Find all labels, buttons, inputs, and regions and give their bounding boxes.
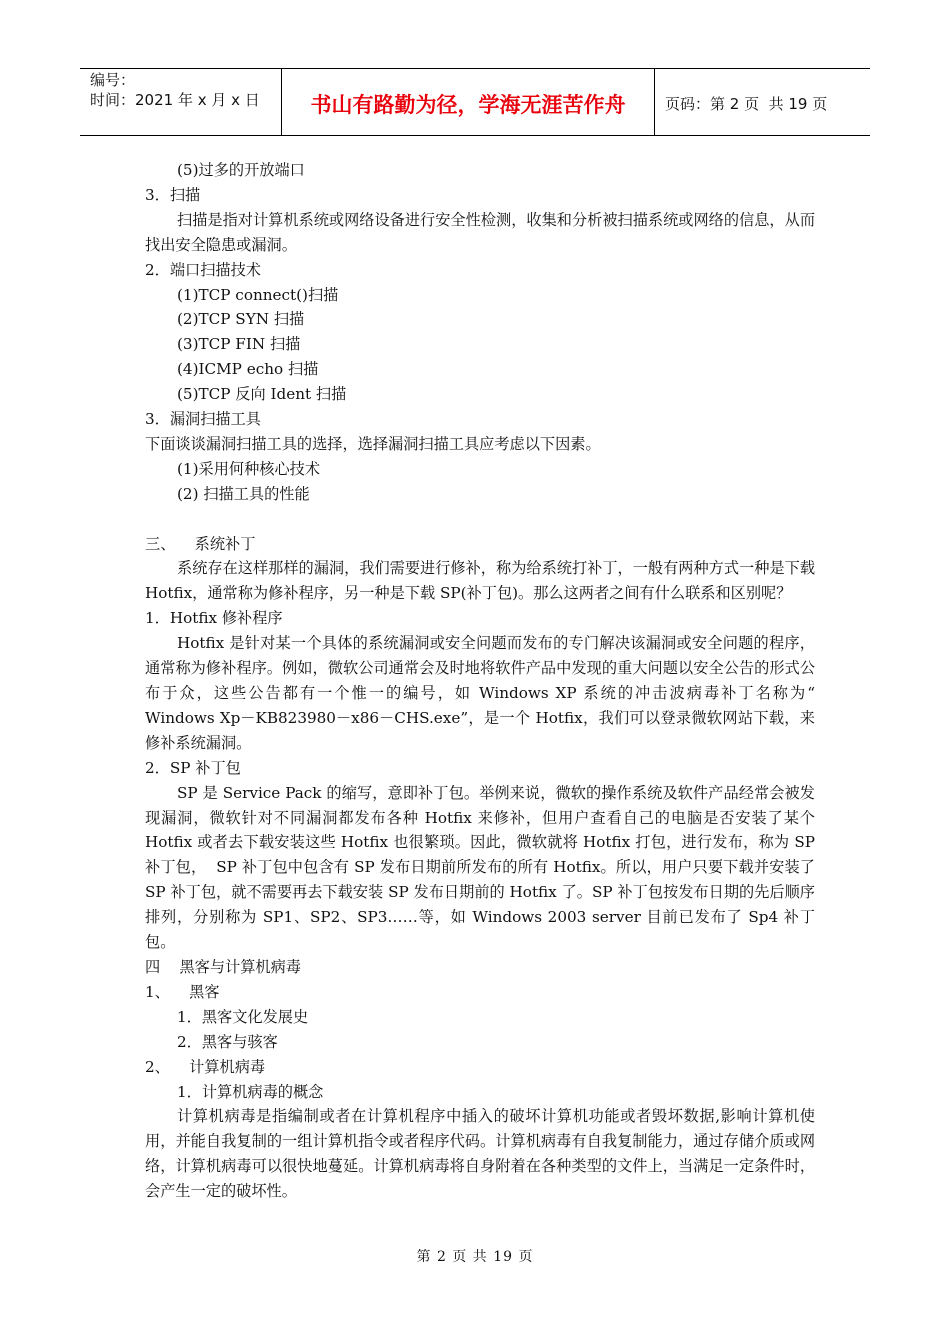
section-heading: 2．端口扫描技术 xyxy=(145,260,261,279)
list-item: (5)过多的开放端口 xyxy=(177,161,305,179)
section-heading: 1．Hotfix 修补程序 xyxy=(145,609,283,628)
blank-line xyxy=(145,507,815,532)
list-item: (4)ICMP echo 扫描 xyxy=(177,360,319,379)
list-item: (5)TCP 反向 Ident 扫描 xyxy=(177,385,347,404)
section-heading: 3．扫描 xyxy=(145,185,201,204)
list-item: 2．黑客与骇客 xyxy=(177,1032,278,1051)
page-header xyxy=(80,68,870,136)
paragraph: 计算机病毒是指编制或者在计算机程序中插入的破坏计算机功能或者毁坏数据,影响计算机使用，并能自我复制的一组计算机指令或者程序代码。计算机病毒有自我复制能力，通过存储介质或网络，计算机病毒可以很快地蔓延。计算机病毒将自身附着在各种类型的文件上，当满足一定条件时，会产生一定的破坏性。 xyxy=(145,1107,815,1201)
list-item: 1．计算机病毒的概念 xyxy=(177,1082,324,1101)
section-heading: 2．SP 补丁包 xyxy=(145,758,241,777)
header-time-label: 时间：2021 年 x 月 x 日 xyxy=(90,91,260,109)
chapter-heading: 三、 系统补丁 xyxy=(145,534,256,553)
document-body xyxy=(145,158,820,1204)
header-page-info-text: 页码：第 2 页 共 19 页 xyxy=(665,94,828,113)
header-motto: 书山有路勤为径，学海无涯苦作舟 xyxy=(282,69,655,135)
list-item: 1．黑客文化发展史 xyxy=(177,1007,309,1026)
section-heading: 2、 计算机病毒 xyxy=(145,1057,266,1076)
header-number-label: 编号： xyxy=(90,71,136,89)
paragraph: 扫描是指对计算机系统或网络设备进行安全性检测，收集和分析被扫描系统或网络的信息，从而找出安全隐患或漏洞。 xyxy=(145,210,815,254)
paragraph: Hotfix 是针对某一个具体的系统漏洞或安全问题而发布的专门解决该漏洞或安全问题的程序，通常称为修补程序。例如，微软公司通常会及时地将软件产品中发现的重大问题以安全公告的形式公布于众，这些公告都有一个惟一的编号，如 Windows XP 系统的冲击波病毒补丁名称为“ Windows Xp－KB823980－x86－CHS.exe”，是一个 Hotfix，我们可以登录微软网站下载，来修补系统漏洞。 xyxy=(145,634,820,752)
list-item: (1)TCP connect()扫描 xyxy=(177,285,339,304)
list-item: (2) 扫描工具的性能 xyxy=(177,484,310,503)
page-footer: 第 2 页 共 19 页 xyxy=(416,1249,534,1265)
list-item: (1)采用何种核心技术 xyxy=(177,459,321,478)
header-meta xyxy=(80,69,282,135)
list-item: (3)TCP FIN 扫描 xyxy=(177,335,301,354)
paragraph: SP 是 Service Pack 的缩写，意即补丁包。举例来说，微软的操作系统及软件产品经常会被发现漏洞，微软针对不同漏洞都发布各种 Hotfix 来修补，但用户查看自己的电脑是否安装了某个 Hotfix 或者去下载安装这些 Hotfix 也很繁琐。因此，微软就将 Hotfix 打包，进行发布，称为 SP 补丁包， SP 补丁包中包含有 SP 发布日期前所发布的所有 Hotfix。所以，用户只要下载并安装了 SP 补丁包，就不需要再去下载安装 SP 发布日期前的 Hotfix 了。SP 补丁包按发布日期的先后顺序排列，分别称为 SP1、SP2、SP3……等，如 Windows 2003 server 目前已发布了 Sp4 补丁包。 xyxy=(145,783,820,952)
header-page-info xyxy=(655,69,870,135)
paragraph: 系统存在这样那样的漏洞，我们需要进行修补，称为给系统打补丁，一般有两种方式一种是下载 Hotfix，通常称为修补程序，另一种是下载 SP(补丁包)。那么这两者之间有什么联系和区别呢？ xyxy=(145,559,820,603)
section-heading: 3．漏洞扫描工具 xyxy=(145,410,261,429)
paragraph: 下面谈谈漏洞扫描工具的选择，选择漏洞扫描工具应考虑以下因素。 xyxy=(145,434,601,453)
chapter-heading: 四 黑客与计算机病毒 xyxy=(145,957,301,976)
list-item: (2)TCP SYN 扫描 xyxy=(177,310,305,329)
section-heading: 1、 黑客 xyxy=(145,982,220,1001)
